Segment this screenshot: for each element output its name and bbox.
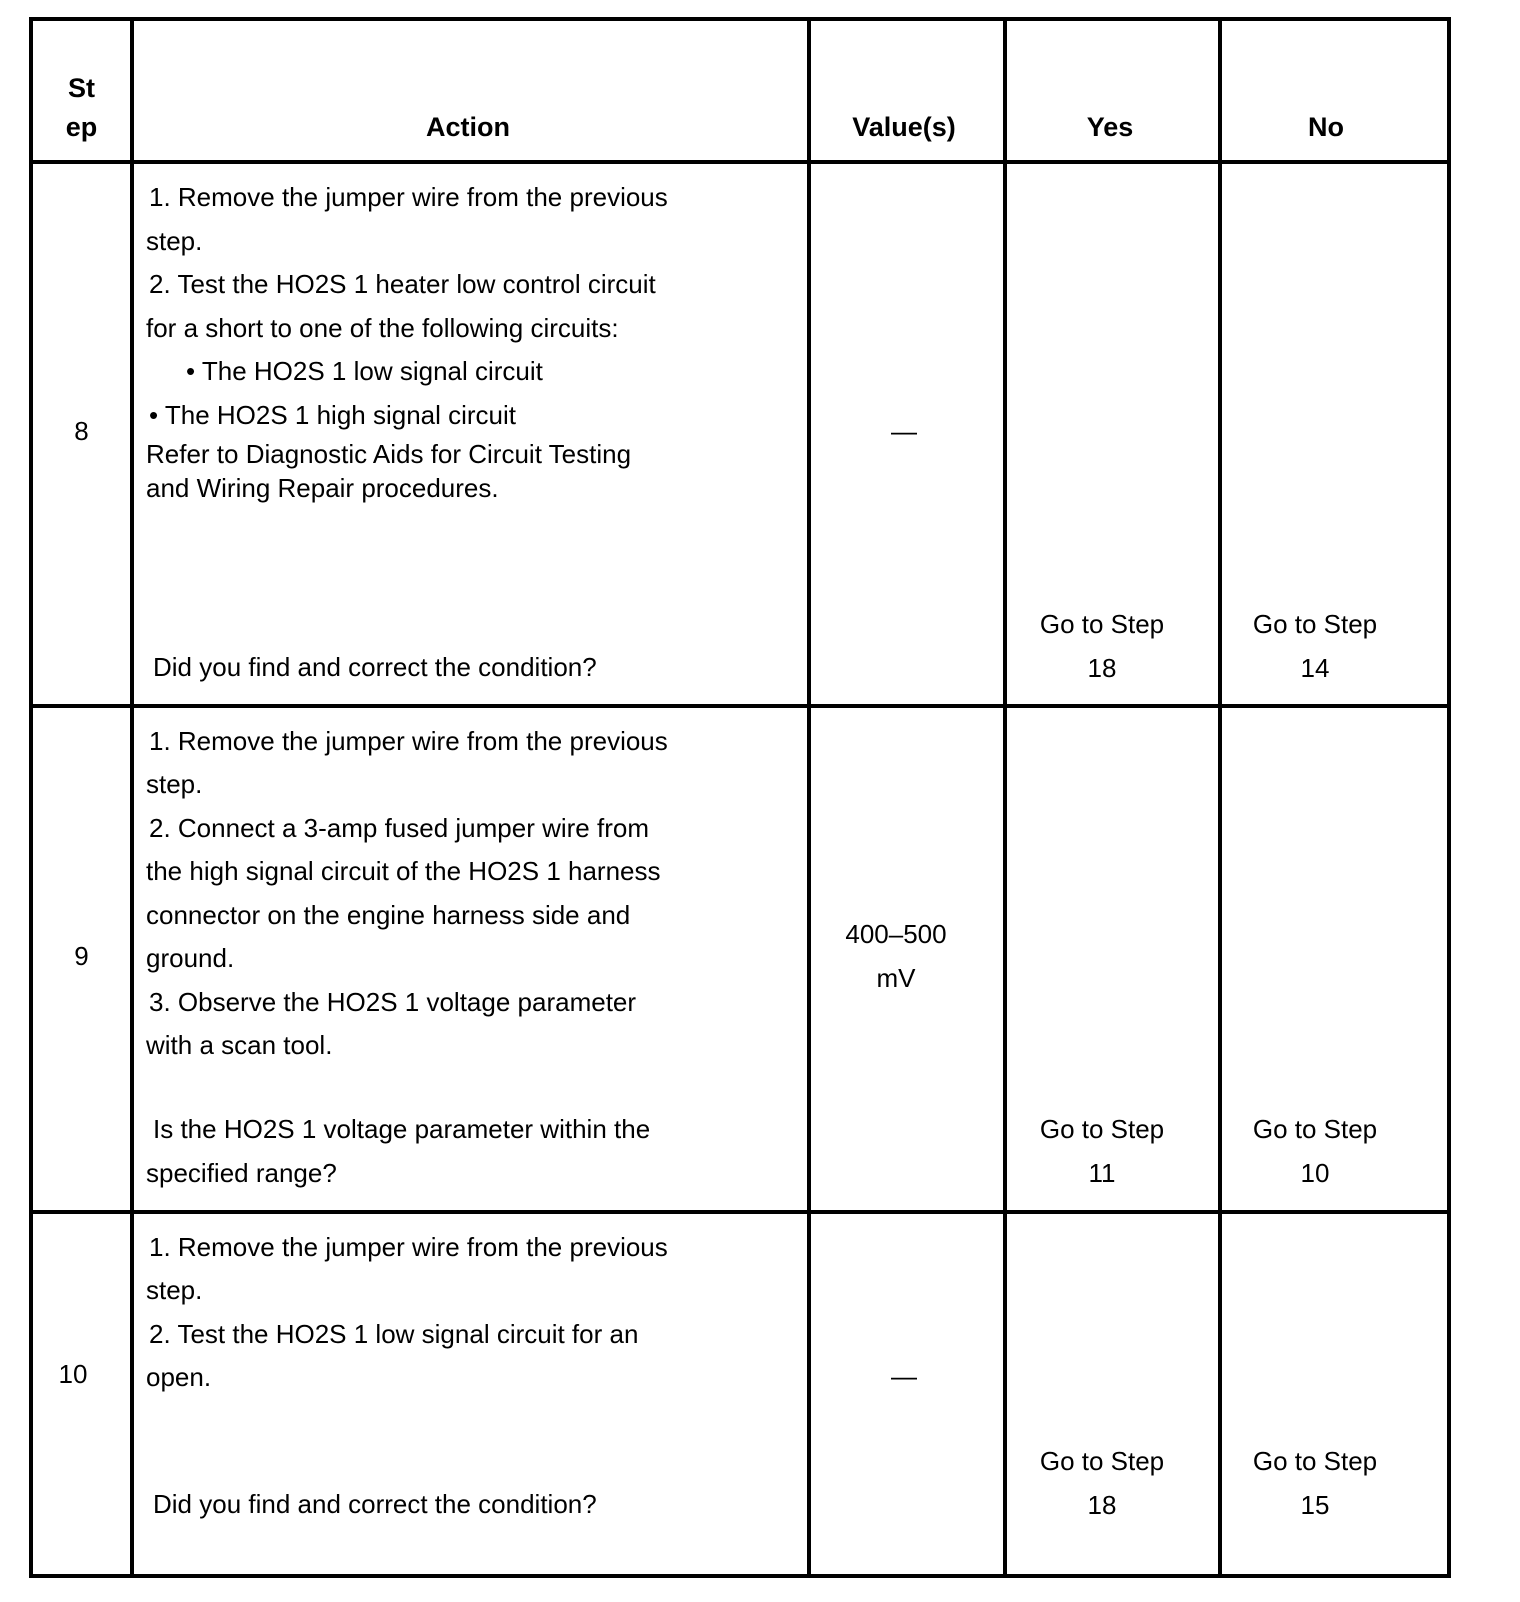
action-bullet: • The HO2S 1 high signal circuit — [149, 400, 517, 430]
column-divider — [1218, 21, 1222, 1574]
step-number: 8 — [74, 416, 89, 446]
action-line: with a scan tool. — [146, 1030, 333, 1060]
yes-line: Go to Step — [1039, 1446, 1165, 1476]
row-divider — [33, 1210, 1447, 1214]
action-line: open. — [146, 1362, 212, 1392]
yes-cell — [1002, 603, 1202, 690]
yes-line: 18 — [1087, 1489, 1117, 1520]
yes-line: 11 — [1088, 1157, 1116, 1188]
no-cell — [1218, 1440, 1412, 1527]
action-question: Did you find and correct the condition? — [153, 652, 597, 682]
action-line: 2. Connect a 3-amp fused jumper wire from — [149, 813, 649, 843]
yes-line: 18 — [1087, 652, 1117, 683]
header-step-line: St — [68, 73, 95, 103]
yes-cell — [1002, 1108, 1202, 1195]
no-line: Go to Step — [1252, 1446, 1378, 1476]
action-line: step. — [146, 769, 203, 799]
action-question: Is the HO2S 1 voltage parameter within the — [153, 1114, 651, 1144]
action-line: 3. Observe the HO2S 1 voltage parameter — [149, 987, 637, 1017]
action-line: 2. Test the HO2S 1 heater low control circuit — [149, 269, 656, 299]
header-values: Value(s) — [852, 112, 956, 142]
action-bullet: • The HO2S 1 low signal circuit — [186, 356, 543, 386]
value-cell: — — [891, 416, 917, 446]
action-line: 1. Remove the jumper wire from the previous — [149, 726, 668, 756]
column-divider — [807, 21, 811, 1574]
action-line: 1. Remove the jumper wire from the previous — [149, 1232, 668, 1262]
header-step — [33, 69, 130, 147]
no-line: Go to Step — [1252, 609, 1378, 639]
value-line: 400–500 — [845, 919, 947, 949]
action-line: step. — [146, 226, 203, 256]
no-cell — [1218, 603, 1412, 690]
action-line: for a short to one of the following circuits: — [146, 313, 619, 343]
action-line: the high signal circuit of the HO2S 1 harness — [146, 856, 661, 886]
action-line: 2. Test the HO2S 1 low signal circuit for an — [149, 1319, 639, 1349]
row-divider — [33, 704, 1447, 708]
action-line: 1. Remove the jumper wire from the previous — [149, 182, 668, 212]
value-line: mV — [876, 962, 916, 993]
no-line: 10 — [1300, 1157, 1330, 1188]
no-line: Go to Step — [1252, 1114, 1378, 1144]
value-cell: — — [891, 1361, 917, 1391]
yes-line: Go to Step — [1039, 609, 1165, 639]
action-line: Refer to Diagnostic Aids for Circuit Testing — [146, 439, 632, 469]
header-no: No — [1308, 112, 1344, 142]
no-line: 15 — [1300, 1489, 1330, 1520]
header-action: Action — [426, 112, 510, 142]
action-question: specified range? — [146, 1158, 337, 1188]
row-divider — [33, 160, 1447, 164]
action-line: ground. — [146, 943, 235, 973]
action-line: step. — [146, 1275, 203, 1305]
action-line: connector on the engine harness side and — [146, 900, 631, 930]
step-number: 9 — [74, 941, 89, 971]
value-cell — [806, 913, 986, 1000]
header-yes: Yes — [1086, 112, 1134, 142]
no-cell — [1218, 1108, 1412, 1195]
step-number: 10 — [58, 1359, 88, 1389]
header-step-line: ep — [65, 112, 98, 142]
no-line: 14 — [1300, 652, 1330, 683]
action-line: and Wiring Repair procedures. — [146, 473, 499, 503]
column-divider — [1003, 21, 1007, 1574]
yes-cell — [1002, 1440, 1202, 1527]
yes-line: Go to Step — [1039, 1114, 1165, 1144]
column-divider — [130, 21, 134, 1574]
action-question: Did you find and correct the condition? — [153, 1489, 597, 1519]
